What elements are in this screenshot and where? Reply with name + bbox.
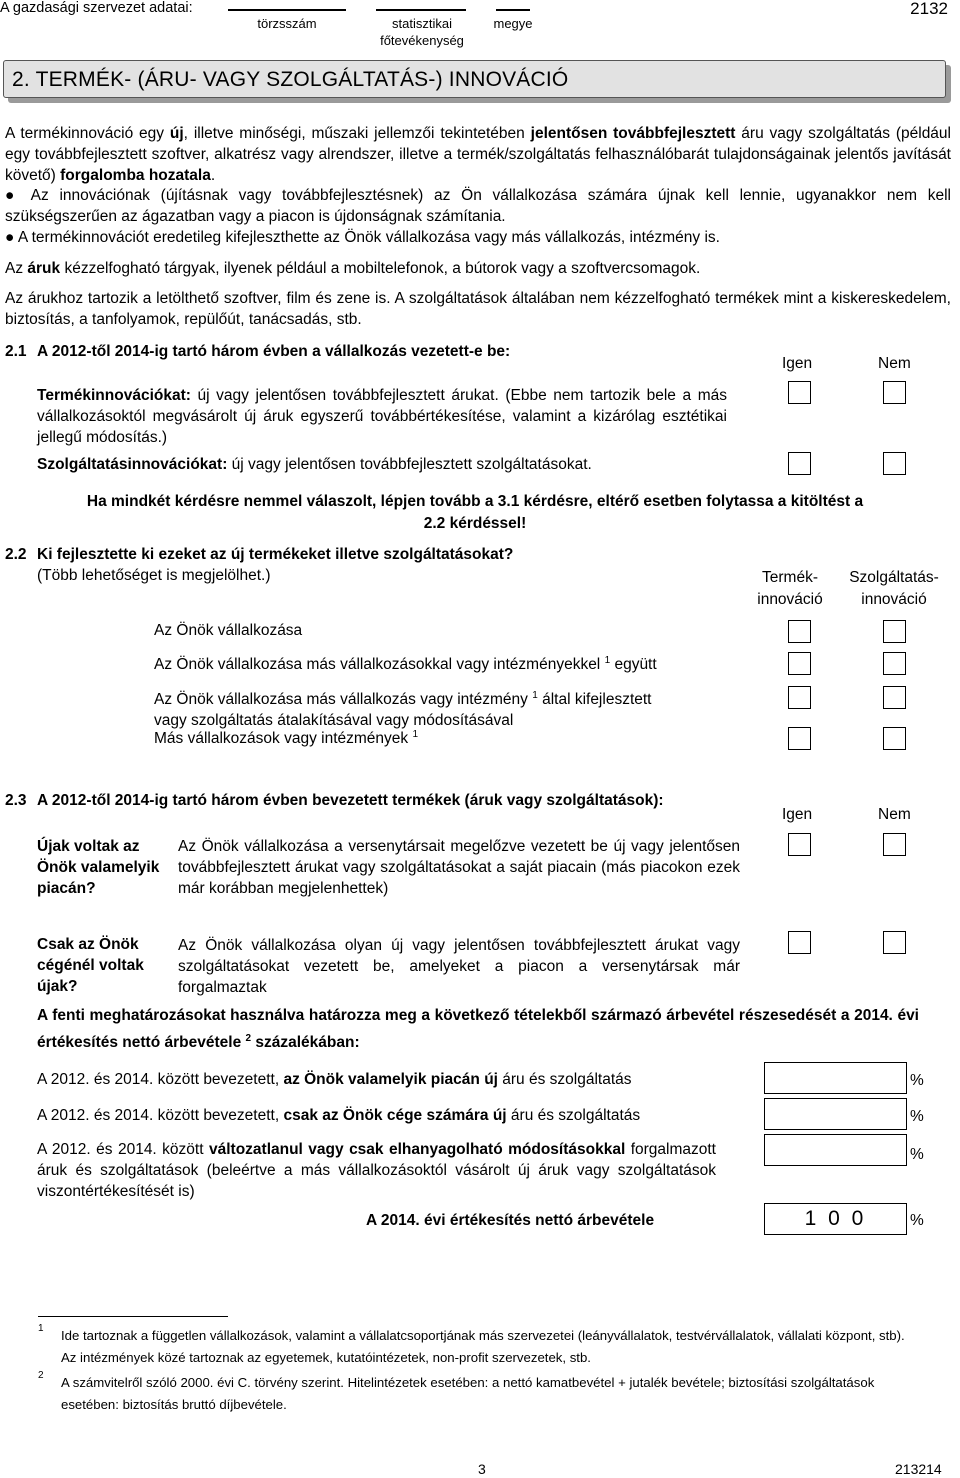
- q22-modified-service-checkbox[interactable]: [883, 686, 906, 709]
- q21-services-yes-checkbox[interactable]: [788, 452, 811, 475]
- footnote-1-mark: 1: [38, 1323, 44, 1334]
- registry-number-caption: törzsszám: [257, 16, 317, 31]
- q22-question: Ki fejlesztette ki ezeket az új termékeket illetve szolgáltatásokat?: [37, 546, 514, 563]
- q23-number: 2.3: [5, 792, 27, 809]
- activity-caption-2: főtevékenység: [380, 33, 464, 48]
- q21-number: 2.1: [5, 343, 27, 360]
- intro-paragraph: A termékinnováció egy új, illetve minőségi, műszaki jellemzői tekintetében jelentősen továbbfejlesztett áru vagy szolgáltatás (például egy továbbfejlesztett szoftver, alkatrész vagy alrendszer, illetve a termék/szolgáltatás felhasználóbarát tulajdonságainak jelentős javítását követő) forgalomba hozatala.: [5, 125, 951, 184]
- q23-pct-unchanged-input[interactable]: [764, 1134, 907, 1166]
- q23-market-yes-checkbox[interactable]: [788, 833, 811, 856]
- q22-others-service-checkbox[interactable]: [883, 727, 906, 750]
- q21-col-yes: Igen: [782, 355, 813, 372]
- q23-new-to-market-desc: Az Önök vállalkozása a versenytársait megelőzve vezetett be új vagy jelentősen továbbfejlesztett árukat vagy szolgáltatásokat a saját piacain (más piacokon ezek már korábban megjelenhettek): [178, 838, 740, 897]
- q23-pct-firm-input[interactable]: [764, 1098, 907, 1130]
- q23-question: A 2012-től 2014-ig tartó három évben bevezetett termékek (áruk vagy szolgáltatások):: [37, 792, 664, 809]
- q23-col-yes: Igen: [782, 806, 813, 823]
- form-number: 2132: [910, 0, 948, 18]
- q23-pct-firm-sign: %: [910, 1108, 924, 1125]
- activity-field[interactable]: [376, 9, 466, 11]
- page-code: 213214: [895, 1461, 942, 1477]
- county-caption: megye: [493, 16, 533, 31]
- q21-col-no: Nem: [878, 355, 911, 372]
- q22-others-product-checkbox[interactable]: [788, 727, 811, 750]
- q21-item-goods: Termékinnovációkat: új vagy jelentősen továbbfejlesztett árukat. (Ebbe nem tartozik bele a más vállalkozásoktól megvásárolt új áruk egyszerű továbbértékesítése, valamint a kizárólag esztétikai jellegű módosítás.): [37, 387, 727, 446]
- q23-col-no: Nem: [878, 806, 911, 823]
- q22-row-own: Az Önök vállalkozása: [154, 622, 303, 639]
- q22-cooperation-service-checkbox[interactable]: [883, 652, 906, 675]
- q23-pct-row-firm: A 2012. és 2014. között bevezetett, csak az Önök cége számára új áru és szolgáltatás: [37, 1107, 641, 1124]
- q23-pct-row-market: A 2012. és 2014. között bevezetett, az Önök valamelyik piacán új áru és szolgáltatás: [37, 1071, 632, 1088]
- section-banner: [3, 60, 946, 98]
- q22-number: 2.2: [5, 546, 27, 563]
- q23-pct-unchanged-sign: %: [910, 1146, 924, 1163]
- q21-skip-instruction: Ha mindkét kérdésre nemmel válaszolt, lépjen tovább a 3.1 kérdésre, eltérő esetben folytassa a kitöltést a 2.2 kérdéssel!: [86, 493, 864, 532]
- q22-cooperation-product-checkbox[interactable]: [788, 652, 811, 675]
- org-data-label: A gazdasági szervezet adatai:: [0, 0, 193, 16]
- section-title: 2. TERMÉK- (ÁRU- VAGY SZOLGÁLTATÁS-) INNOVÁCIÓ: [12, 68, 569, 91]
- intro-goods-definition: Az áruk kézzelfogható tárgyak, ilyenek például a mobiltelefonok, a bútorok vagy a szoftvercsomagok.: [5, 260, 701, 277]
- q23-total-value: 1 0 0: [764, 1203, 907, 1235]
- q23-pct-market-sign: %: [910, 1072, 924, 1089]
- q23-total-label: A 2014. évi értékesítés nettó árbevétele: [366, 1212, 655, 1229]
- q23-share-instruction: A fenti meghatározásokat használva határozza meg a következő tételekből származó árbevétel részesedését a 2014. évi értékesítés nettó árbevétele $^2$ százalékában:: [37, 1007, 919, 1051]
- q21-goods-yes-checkbox[interactable]: [788, 381, 811, 404]
- footnote-1: Ide tartoznak a független vállalkozások, valamint a vállalatcsoportjának más szervezetei (leányvállalatok, testvérvállalatok, vállalati központ, stb). Az intézmények közé tartoznak az egyetemek, kutatóintézetek, non-profit szervezetek, stb.: [61, 1328, 905, 1365]
- q23-pct-row-unchanged: A 2012. és 2014. között változatlanul vagy csak elhanyagolható módosításokkal forgalmazott áruk és szolgáltatások (beleértve a más vállalkozásoktól vásárolt új áruk vagy szolgáltatások viszontértékesítését is): [37, 1141, 716, 1200]
- q22-own-product-checkbox[interactable]: [788, 620, 811, 643]
- q22-row-others: Más vállalkozások vagy intézmények $^1$: [154, 729, 419, 747]
- q23-firm-no-checkbox[interactable]: [883, 931, 906, 954]
- footnote-2-mark: 2: [38, 1370, 44, 1381]
- intro-services-definition: Az árukhoz tartozik a letölthető szoftver, film és zene is. A szolgáltatások általában nem kézzelfogható termékek mint a kiskereskedelem, biztosítás, a tanfolyamok, repülőút, tanácsadás, stb.: [5, 290, 951, 328]
- q22-row-modified: Az Önök vállalkozása más vállalkozás vagy intézmény $^1$ által kifejlesztett vagy szolgáltatás átalakításával vagy módosításával: [154, 690, 652, 729]
- activity-caption-1: statisztikai: [392, 16, 452, 31]
- q23-new-to-firm-label: Csak az Önök cégénél voltak újak?: [37, 936, 144, 995]
- q23-firm-yes-checkbox[interactable]: [788, 931, 811, 954]
- q21-item-services: Szolgáltatásinnovációkat: új vagy jelentősen továbbfejlesztett szolgáltatásokat.: [37, 456, 592, 473]
- q23-total-sign: %: [910, 1212, 924, 1229]
- q21-goods-no-checkbox[interactable]: [883, 381, 906, 404]
- q22-own-service-checkbox[interactable]: [883, 620, 906, 643]
- q21-services-no-checkbox[interactable]: [883, 452, 906, 475]
- q23-new-to-market-label: Újak voltak az Önök valamelyik piacán?: [37, 838, 160, 897]
- q21-question: A 2012-től 2014-ig tartó három évben a vállalkozás vezetett-e be:: [37, 343, 511, 360]
- q22-col-product: Termék- innováció: [757, 569, 823, 608]
- intro-bullet-2: ● A termékinnovációt eredetileg kifejleszthette az Önök vállalkozása vagy más vállalkozás, intézmény is.: [5, 229, 720, 246]
- page-number: 3: [478, 1461, 486, 1477]
- footnote-2: A számvitelről szóló 2000. évi C. törvény szerint. Hitelintézetek esetében: a nettó kamatbevétel + jutalék bevétele; biztosítási szolgáltatások esetében: biztosítás bruttó díjbevétele.: [61, 1375, 875, 1412]
- footnote-divider: [38, 1316, 228, 1317]
- q22-subtext: (Több lehetőséget is megjelölhet.): [37, 567, 271, 584]
- q23-pct-market-input[interactable]: [764, 1062, 907, 1094]
- intro-bullet-1: ● Az innovációnak (újításnak vagy továbbfejlesztésnek) az Ön vállalkozása számára újnak kell lennie, ugyanakkor nem kell szükségszerűen az ágazatban vagy a piacon is újdonságnak számítania.: [5, 187, 951, 225]
- county-field[interactable]: [496, 9, 530, 11]
- registry-number-field[interactable]: [228, 9, 346, 11]
- q23-new-to-firm-desc: Az Önök vállalkozása olyan új vagy jelentősen továbbfejlesztett árukat vagy szolgáltatásokat vezetett be, amelyeket a piacon a versenytársak már forgalmaztak: [178, 937, 740, 996]
- q23-market-no-checkbox[interactable]: [883, 833, 906, 856]
- q22-row-cooperation: Az Önök vállalkozása más vállalkozásokkal vagy intézményekkel $^1$ együtt: [154, 655, 657, 673]
- q22-modified-product-checkbox[interactable]: [788, 686, 811, 709]
- q22-col-service: Szolgáltatás- innováció: [849, 569, 939, 608]
